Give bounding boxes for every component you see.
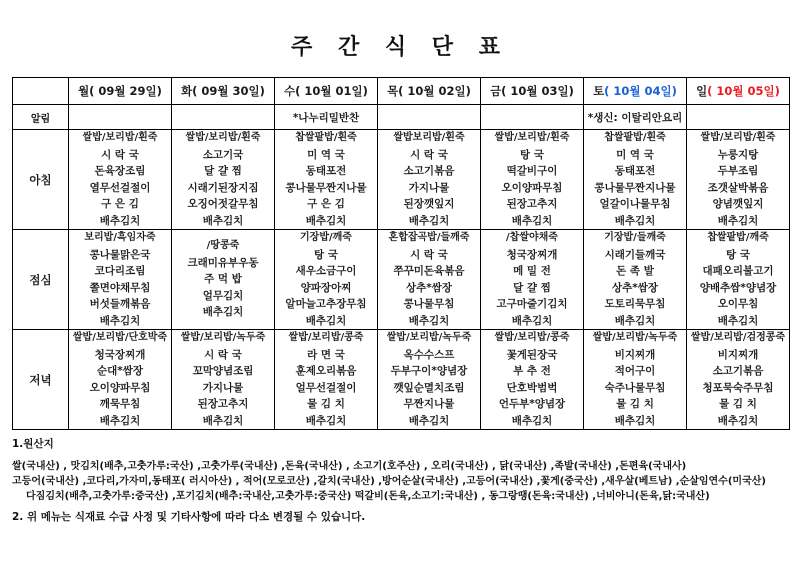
meal-cell bbox=[172, 330, 275, 430]
dish-item: 무짠지나물 bbox=[403, 398, 455, 410]
dish-item: 동태포전 bbox=[614, 165, 656, 177]
notice-cell bbox=[275, 105, 378, 130]
dish-item: 구 은 김 bbox=[307, 198, 345, 210]
dish-item: 쌀밥/보리밥/녹두죽 bbox=[180, 332, 266, 343]
dish-item: 배추김치 bbox=[511, 414, 553, 427]
dish-item: 고구마줄기김치 bbox=[496, 298, 568, 310]
dish-item: 양파장아찌 bbox=[300, 281, 352, 294]
dish-item: 쭈꾸미돈육볶음 bbox=[393, 265, 465, 277]
dish-item: 쌀밥/보리밥/흰죽 bbox=[494, 132, 570, 143]
dish-item: 청국장찌개 bbox=[506, 248, 558, 261]
meal-cell bbox=[687, 330, 790, 430]
dish-item: 쌀밥/보리밥/흰죽 bbox=[700, 132, 776, 143]
dish-item: 배추김치 bbox=[408, 414, 450, 427]
dish-item: 열무선걸절이 bbox=[89, 181, 151, 194]
day-name: 토 bbox=[593, 84, 605, 98]
dish-item: 배추김치 bbox=[408, 214, 450, 227]
dish-item: 배추김치 bbox=[717, 414, 759, 427]
dish-item: 쌀밥/보리밥/단호박죽 bbox=[72, 332, 168, 343]
dish-item: 주 먹 밥 bbox=[204, 273, 242, 286]
row-label-4: 저녁 bbox=[13, 330, 69, 430]
dish-item: 배추김치 bbox=[511, 314, 553, 327]
dish-item: 두부구이*양념장 bbox=[390, 365, 468, 377]
dish-item: 물 김 치 bbox=[616, 398, 654, 410]
dish-item: 소고기볶음 bbox=[403, 165, 455, 177]
dish-item: 오징어젓갈무침 bbox=[187, 198, 259, 210]
meal-cell bbox=[584, 230, 687, 330]
meal-cell bbox=[481, 330, 584, 430]
dish-item: 물 김 치 bbox=[719, 398, 757, 410]
dish-item: 배추김치 bbox=[202, 214, 244, 227]
dish-item: 상추*쌈장 bbox=[611, 281, 659, 294]
dish-item: 훈제오리볶음 bbox=[295, 365, 357, 377]
dish-item: 돈육장조림 bbox=[94, 165, 146, 177]
origin-line-2: 고등어(국내산) ,코다리,가자미,동태포( 러시아산) , 적어(모로코산) ,갈치(국내산) ,방어순살(국내산) ,고등어(국내산) ,꽃게(중국산) ,새우살(베트남) ,순살임연수(미국산) bbox=[12, 476, 766, 487]
dish-item: 양배추쌈*양념장 bbox=[699, 281, 777, 294]
column-header-day-2 bbox=[172, 78, 275, 105]
dish-item: 배추김치 bbox=[305, 214, 347, 227]
notice-cell bbox=[69, 105, 172, 130]
column-header-day-3 bbox=[275, 78, 378, 105]
dish-item: 된장고추지 bbox=[506, 198, 558, 210]
dish-item: 혼합잡곡밥/들깨죽 bbox=[388, 232, 470, 243]
dish-item: 얼무선걸절이 bbox=[295, 381, 357, 394]
dish-item: 배추김치 bbox=[717, 214, 759, 227]
notice-text: *나누리밀반찬 bbox=[292, 111, 360, 124]
dish-item: 쌀밥/보리밥/흰죽 bbox=[185, 132, 261, 143]
meal-cell bbox=[687, 130, 790, 230]
meal-cell bbox=[378, 330, 481, 430]
dish-item: 가지나물 bbox=[408, 181, 450, 194]
dish-item: 달 걀 찜 bbox=[204, 165, 242, 177]
dish-item: /찹쌀야채죽 bbox=[506, 232, 558, 243]
notice-cell bbox=[481, 105, 584, 130]
origin-line-3: 다짐김치(배추,고춧가루:중국산) ,포기김치(배추:국내산,고춧가루:중국산) 떡갈비(돈육,소고기:국내산) , 동그랑땡(돈육:국내산) ,너비아니(돈육,닭:국내산) bbox=[26, 491, 710, 502]
dish-item: 배추김치 bbox=[614, 214, 656, 227]
meal-cell bbox=[584, 330, 687, 430]
dish-item: 돈 족 발 bbox=[616, 265, 654, 277]
dish-item: 순대*쌈장 bbox=[96, 365, 144, 377]
meal-cell bbox=[584, 130, 687, 230]
meal-cell bbox=[481, 230, 584, 330]
dish-item: 단호박범벅 bbox=[506, 381, 558, 394]
dish-item: 새우소금구이 bbox=[295, 265, 357, 277]
dish-item: 기장밥/깨죽 bbox=[300, 232, 352, 243]
dish-item: 언두부*양념장 bbox=[498, 398, 566, 410]
dish-item: 시 락 국 bbox=[204, 348, 242, 361]
column-header-day-1 bbox=[69, 78, 172, 105]
meal-row-저녁 bbox=[13, 330, 790, 430]
column-header-day-7 bbox=[687, 78, 790, 105]
row-label-3: 점심 bbox=[13, 230, 69, 330]
dish-item: 꼬막양념조림 bbox=[192, 365, 254, 377]
column-header-day-5 bbox=[481, 78, 584, 105]
dish-item: 양념깻잎지 bbox=[712, 198, 764, 210]
day-date: ( 10월 01일) bbox=[295, 84, 368, 98]
day-name: 일 bbox=[696, 84, 708, 98]
dish-item: 배추김치 bbox=[99, 214, 141, 227]
dish-item: 탕 국 bbox=[520, 148, 544, 161]
meal-cell bbox=[378, 230, 481, 330]
dish-item: 크래미유부우동 bbox=[187, 256, 259, 269]
dish-item: 찹쌀팥밥/흰죽 bbox=[295, 132, 357, 143]
dish-item: 시 락 국 bbox=[101, 148, 139, 161]
dish-item: 누룽지탕 bbox=[717, 148, 759, 161]
dish-item: 쌀밥/보리밥/흰죽 bbox=[82, 132, 158, 143]
dish-item: 콩나물무짠지나물 bbox=[285, 181, 367, 194]
dish-item: 보리밥/흑임자죽 bbox=[84, 232, 156, 243]
dish-item: 탕 국 bbox=[726, 248, 750, 261]
dish-item: 적어구이 bbox=[614, 365, 656, 377]
meal-cell bbox=[69, 330, 172, 430]
dish-item: 소고기국 bbox=[202, 148, 244, 161]
column-header-day-6 bbox=[584, 78, 687, 105]
meal-cell bbox=[172, 130, 275, 230]
dish-item: 탕 국 bbox=[314, 248, 338, 261]
dish-item: 기장밥/들깨죽 bbox=[604, 232, 666, 243]
dish-item: 쌀밥/보리밥/콩죽 bbox=[494, 332, 570, 343]
dish-item: 코다리조림 bbox=[94, 265, 146, 277]
dish-item: 배추김치 bbox=[305, 314, 347, 327]
dish-item: 배추김치 bbox=[202, 414, 244, 427]
page-title: 주 간 식 단 표 bbox=[291, 35, 509, 60]
dish-item: 청포묵숙주무침 bbox=[702, 381, 774, 394]
day-date: ( 09월 30일) bbox=[192, 84, 265, 98]
meal-cell bbox=[275, 130, 378, 230]
dish-item: 쫄면야채무침 bbox=[89, 281, 151, 294]
dish-item: 쌀밥/보리밥/콩죽 bbox=[288, 332, 364, 343]
dish-item: 시 락 국 bbox=[410, 148, 448, 161]
meal-cell bbox=[481, 130, 584, 230]
dish-item: 미 역 국 bbox=[616, 148, 654, 161]
dish-item: 비지찌개 bbox=[717, 348, 759, 361]
footer-notes bbox=[12, 430, 788, 525]
dish-item: 소고기볶음 bbox=[712, 365, 764, 377]
row-label-1: 알림 bbox=[13, 105, 69, 130]
dish-item: 된장고추지 bbox=[197, 398, 249, 410]
dish-item: 배추김치 bbox=[511, 214, 553, 227]
meal-cell bbox=[275, 230, 378, 330]
dish-item: 미 역 국 bbox=[307, 148, 345, 161]
dish-item: 구 은 김 bbox=[101, 198, 139, 210]
dish-item: 두부조림 bbox=[717, 165, 759, 177]
dish-item: 청국장찌개 bbox=[94, 348, 146, 361]
dish-item: 동태포전 bbox=[305, 165, 347, 177]
notice-cell bbox=[172, 105, 275, 130]
dish-item: 알마늘고추장무침 bbox=[285, 298, 367, 310]
dish-item: 달 걀 찜 bbox=[513, 281, 551, 294]
meal-cell bbox=[69, 130, 172, 230]
origin-line-1: 쌀(국내산) , 맛김치(배추,고춧가루:국산) ,고춧가루(국내산) ,돈육(국내산) , 소고기(호주산) , 오리(국내산) , 닭(국내산) ,족발(국내산) ,돈편육(국내사) bbox=[12, 461, 687, 472]
dish-item: 배추김치 bbox=[99, 314, 141, 327]
dish-item: 메 밀 전 bbox=[513, 265, 551, 277]
day-name: 목 bbox=[387, 84, 399, 98]
day-name: 수 bbox=[284, 84, 296, 98]
dish-item: 오이양파무침 bbox=[501, 181, 563, 194]
meal-cell bbox=[378, 130, 481, 230]
dish-item: 배추김치 bbox=[99, 414, 141, 427]
day-date: ( 10월 02일) bbox=[398, 84, 471, 98]
meal-cell bbox=[172, 230, 275, 330]
notice-cell bbox=[378, 105, 481, 130]
dish-item: 쌀밥보리밥/흰죽 bbox=[393, 132, 465, 143]
meal-cell bbox=[69, 230, 172, 330]
dish-item: 옥수수스프 bbox=[403, 348, 455, 361]
dish-item: 찹쌀팥밥/깨죽 bbox=[707, 232, 769, 243]
dish-item: 깨묵무침 bbox=[99, 398, 141, 410]
dish-item: 오이무침 bbox=[717, 298, 759, 310]
meal-cell bbox=[275, 330, 378, 430]
dish-item: 쌀밥/보리밥/녹두죽 bbox=[592, 332, 678, 343]
dish-item: 조갯살박볶음 bbox=[707, 181, 769, 194]
dish-item: 배추김치 bbox=[202, 306, 244, 319]
dish-item: 오이양파무침 bbox=[89, 381, 151, 394]
notice-cell bbox=[584, 105, 687, 130]
dish-item: 찹쌀팥밥/흰죽 bbox=[604, 132, 666, 143]
row-label-2: 아침 bbox=[13, 130, 69, 230]
dish-item: /땅콩죽 bbox=[206, 240, 240, 252]
notice-cell bbox=[687, 105, 790, 130]
dish-item: 부 추 전 bbox=[513, 365, 551, 377]
menu-change-note: 2. 위 메뉴는 식재료 수급 사정 및 기타사항에 따라 다소 변경될 수 있습니다. bbox=[12, 511, 366, 523]
dish-item: 시 락 국 bbox=[410, 248, 448, 261]
day-date: ( 10월 04일) bbox=[604, 84, 677, 98]
origin-heading: 1.원산지 bbox=[12, 438, 54, 450]
day-date: ( 09월 29일) bbox=[89, 84, 162, 98]
dish-item: 꽃게된장국 bbox=[506, 348, 558, 361]
dish-item: 비지찌개 bbox=[614, 348, 656, 361]
dish-item: 가지나물 bbox=[202, 381, 244, 394]
dish-item: 시래기들깨국 bbox=[604, 248, 666, 261]
dish-item: 얼무김치 bbox=[202, 289, 244, 302]
meal-row-점심 bbox=[13, 230, 790, 330]
dish-item: 떡갈비구이 bbox=[506, 165, 558, 177]
dish-item: 배추김치 bbox=[717, 314, 759, 327]
dish-item: 쌀밥/보리밥/검정콩죽 bbox=[690, 332, 786, 343]
dish-item: 콩나물무짠지나물 bbox=[594, 181, 676, 194]
dish-item: 배추김치 bbox=[614, 414, 656, 427]
dish-item: 된장깻잎지 bbox=[403, 198, 455, 210]
day-name: 화 bbox=[181, 84, 193, 98]
day-date: ( 10월 03일) bbox=[501, 84, 574, 98]
weekly-menu-table bbox=[12, 77, 790, 430]
dish-item: 물 김 치 bbox=[307, 398, 345, 410]
day-name: 금 bbox=[490, 84, 502, 98]
dish-item: 쌀밥/보리밥/녹두죽 bbox=[386, 332, 472, 343]
dish-item: 콩나물무침 bbox=[403, 298, 455, 310]
notice-row bbox=[13, 105, 790, 130]
dish-item: 대패오리불고기 bbox=[702, 265, 774, 277]
dish-item: 배추김치 bbox=[305, 414, 347, 427]
day-date: ( 10월 05일) bbox=[707, 84, 780, 98]
dish-item: 버섯들깨볶음 bbox=[89, 298, 151, 310]
dish-item: 배추김치 bbox=[408, 314, 450, 327]
column-header-day-4 bbox=[378, 78, 481, 105]
dish-item: 깻잎순멸치조림 bbox=[393, 381, 465, 394]
dish-item: 라 면 국 bbox=[307, 348, 345, 361]
dish-item: 얼갈이나물무침 bbox=[599, 198, 671, 210]
dish-item: 숙주나물무침 bbox=[604, 381, 666, 394]
table-header-row bbox=[13, 78, 790, 105]
dish-item: 배추김치 bbox=[614, 314, 656, 327]
table-corner-cell bbox=[13, 78, 69, 105]
dish-item: 도토리묵무침 bbox=[604, 298, 666, 310]
meal-row-아침 bbox=[13, 130, 790, 230]
dish-item: 상추*쌈장 bbox=[405, 281, 453, 294]
meal-cell bbox=[687, 230, 790, 330]
dish-item: 콩나물맑은국 bbox=[89, 248, 151, 261]
notice-text: *생신: 이탈리안요리 bbox=[587, 111, 683, 124]
day-name: 월 bbox=[78, 84, 90, 98]
dish-item: 시래기된장지짐 bbox=[187, 181, 259, 194]
